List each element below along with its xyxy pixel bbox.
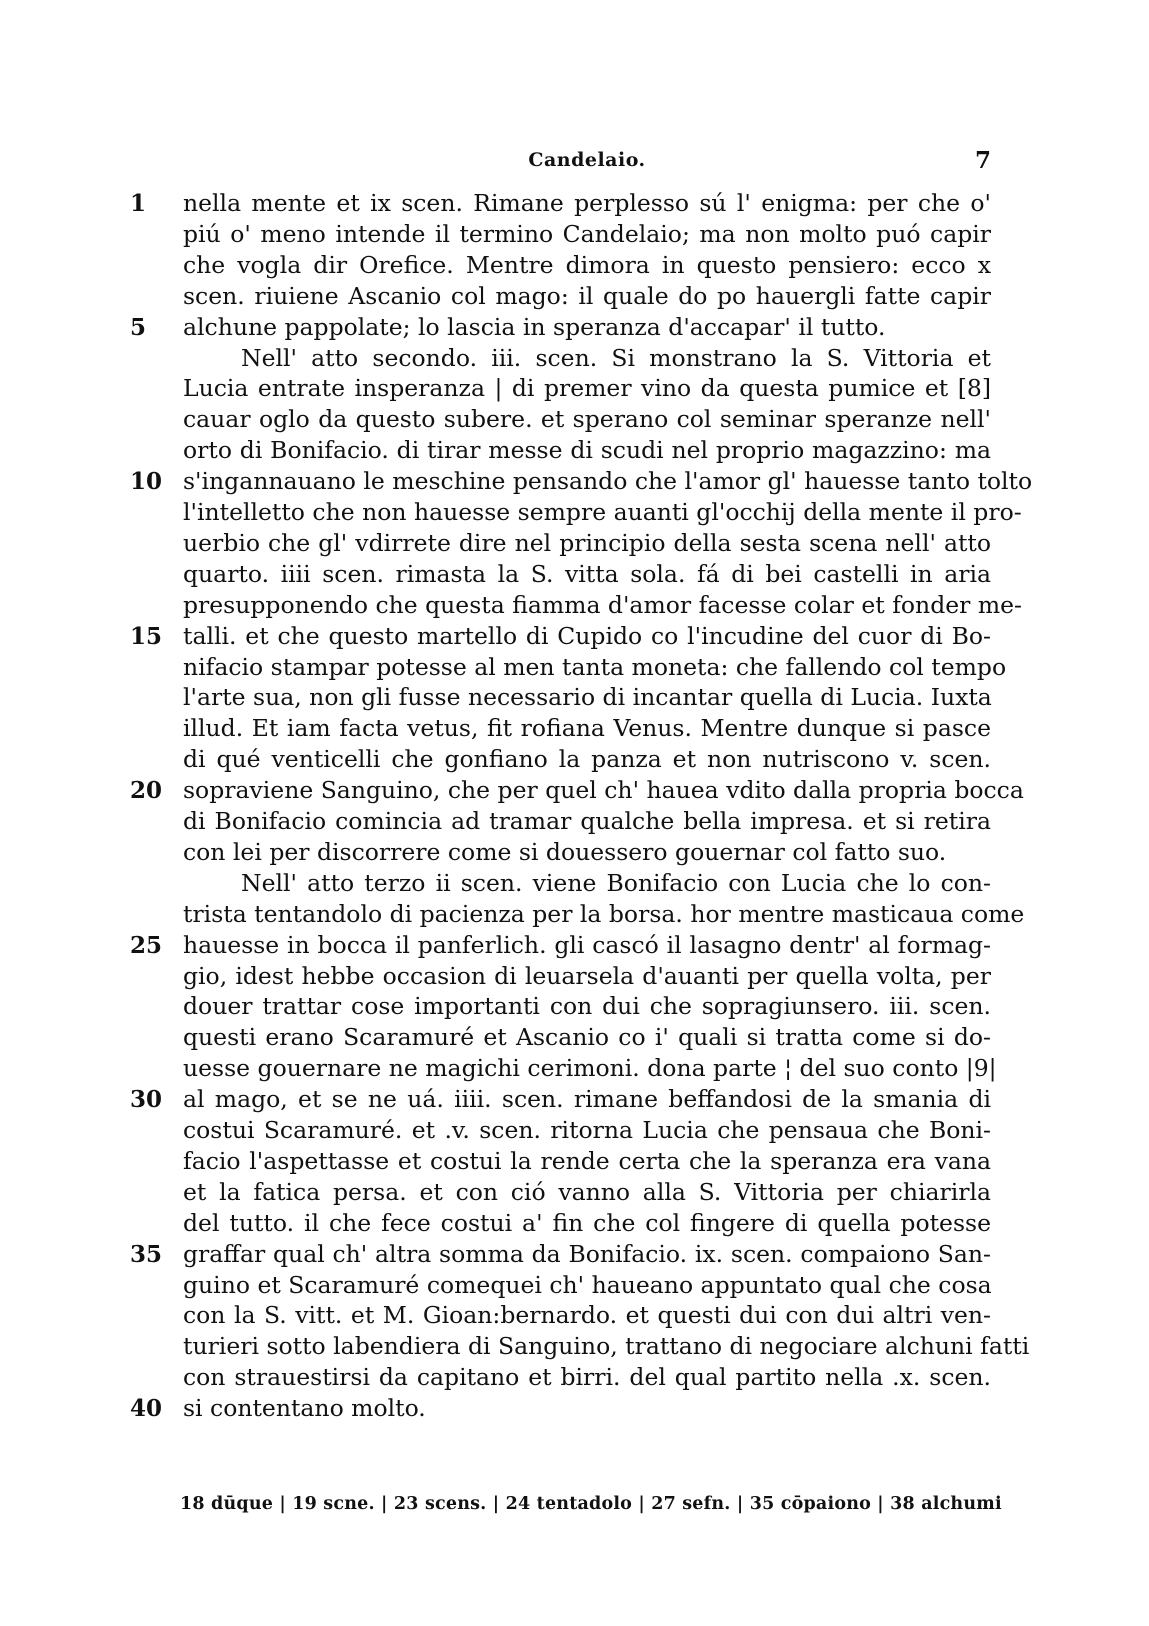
text-line: costui Scaramuré. et .v. scen. ritorna Lucia che pensaua che Boni- xyxy=(183,1116,991,1144)
text-line: presupponendo che questa fiamma d'amor facesse colar et fonder me- xyxy=(183,591,1022,619)
line-number: 30 xyxy=(130,1086,163,1113)
text-line: si contentano molto. xyxy=(183,1394,426,1422)
text-line: facio l'aspettasse et costui la rende certa che la speranza era vana xyxy=(183,1147,991,1175)
text-line: con la S. vitt. et M. Gioan:bernardo. et questi dui con dui altri ven- xyxy=(183,1301,991,1329)
text-line: l'intelletto che non hauesse sempre auanti gl'occhij della mente il pro- xyxy=(183,498,1022,526)
text-line: orto di Bonifacio. di tirar messe di scudi nel proprio magazzino: ma xyxy=(183,436,991,464)
text-line: Lucia entrate insperanza | di premer vino da questa pumice et [8] xyxy=(183,374,991,402)
line-number: 40 xyxy=(130,1395,163,1422)
text-line: con lei per discorrere come si douessero gouernar col fatto suo. xyxy=(183,838,947,866)
text-line: l'arte sua, non gli fusse necessario di incantar quella di Lucia. Iuxta xyxy=(183,683,992,711)
text-line: che vogla dir Orefice. Mentre dimora in questo pensiero: ecco x xyxy=(183,251,991,279)
text-line: quarto. iiii scen. rimasta la S. vitta sola. fá di bei castelli in aria xyxy=(183,560,991,588)
text-line: trista tentandolo di pacienza per la borsa. hor mentre masticaua come xyxy=(183,900,1025,928)
text-line: al mago, et se ne uá. iiii. scen. rimane beffandosi de la smania di xyxy=(183,1085,991,1113)
text-line: del tutto. il che fece costui a' fin che col fingere di quella potesse xyxy=(183,1209,991,1237)
text-line: di Bonifacio comincia ad tramar qualche bella impresa. et si retira xyxy=(183,807,991,835)
text-line: uerbio che gl' vdirrete dire nel principio della sesta scena nell' atto xyxy=(183,529,991,557)
text-line: piú o' meno intende il termino Candelaio; ma non molto puó capir xyxy=(183,220,991,248)
text-line: douer trattar cose importanti con dui che sopragiunsero. iii. scen. xyxy=(183,992,991,1020)
text-line: graffar qual ch' altra somma da Bonifacio. ix. scen. compaiono San- xyxy=(183,1240,991,1268)
text-line: hauesse in bocca il panferlich. gli cascó il lasagno dentr' al formag- xyxy=(183,931,991,959)
text-line: s'ingannauano le meschine pensando che l'amor gl' hauesse tanto tolto xyxy=(183,467,1033,495)
text-line: turieri sotto labendiera di Sanguino, trattano di negociare alchuni fatti xyxy=(183,1332,1030,1360)
text-line: questi erano Scaramuré et Ascanio co i' quali si tratta come si do- xyxy=(183,1023,991,1051)
line-number: 5 xyxy=(130,314,147,341)
text-line: nifacio stampar potesse al men tanta moneta: che fallendo col tempo xyxy=(183,653,1007,681)
text-line: uesse gouernare ne magichi cerimoni. dona parte ¦ del suo conto |9| xyxy=(183,1054,997,1082)
line-number: 20 xyxy=(130,777,163,804)
line-number: 10 xyxy=(130,468,163,495)
text-line: talli. et che questo martello di Cupido co l'incudine del cuor di Bo- xyxy=(183,622,991,650)
text-line: Nell' atto terzo ii scen. viene Bonifacio con Lucia che lo con- xyxy=(241,869,991,897)
line-number: 15 xyxy=(130,623,163,650)
page-header xyxy=(183,147,991,177)
running-title: Candelaio. xyxy=(528,149,646,171)
line-number: 1 xyxy=(130,190,147,217)
text-line: guino et Scaramuré comequei ch' haueano appuntato qual che cosa xyxy=(183,1271,992,1299)
text-line: illud. Et iam facta vetus, fit rofiana Venus. Mentre dunque si pasce xyxy=(183,714,991,742)
line-number: 25 xyxy=(130,932,163,959)
text-line: sopraviene Sanguino, che per quel ch' hauea vdito dalla propria bocca xyxy=(183,776,1024,804)
text-line: scen. riuiene Ascanio col mago: il quale do po hauergli fatte capir xyxy=(183,282,991,310)
text-line: et la fatica persa. et con ció vanno alla S. Vittoria per chiarirla xyxy=(183,1178,991,1206)
text-line: gio, idest hebbe occasion di leuarsela d'auanti per quella volta, per xyxy=(183,962,991,990)
text-line: nella mente et ix scen. Rimane perplesso sú l' enigma: per che o' xyxy=(183,189,991,217)
text-line: con strauestirsi da capitano et birri. del qual partito nella .x. scen. xyxy=(183,1363,991,1391)
footnotes: 18 dūque | 19 scne. | 23 scens. | 24 tentadolo | 27 sefn. | 35 cōpaiono | 38 alchumi xyxy=(180,1494,1002,1514)
text-line: cauar oglo da questo subere. et sperano col seminar speranze nell' xyxy=(183,405,991,433)
text-line: alchune pappolate; lo lascia in speranza d'accapar' il tutto. xyxy=(183,313,886,341)
line-number: 35 xyxy=(130,1241,163,1268)
text-line: di qué venticelli che gonfiano la panza et non nutriscono v. scen. xyxy=(183,745,991,773)
text-line: Nell' atto secondo. iii. scen. Si monstrano la S. Vittoria et xyxy=(241,344,991,372)
page-number: 7 xyxy=(974,147,991,174)
